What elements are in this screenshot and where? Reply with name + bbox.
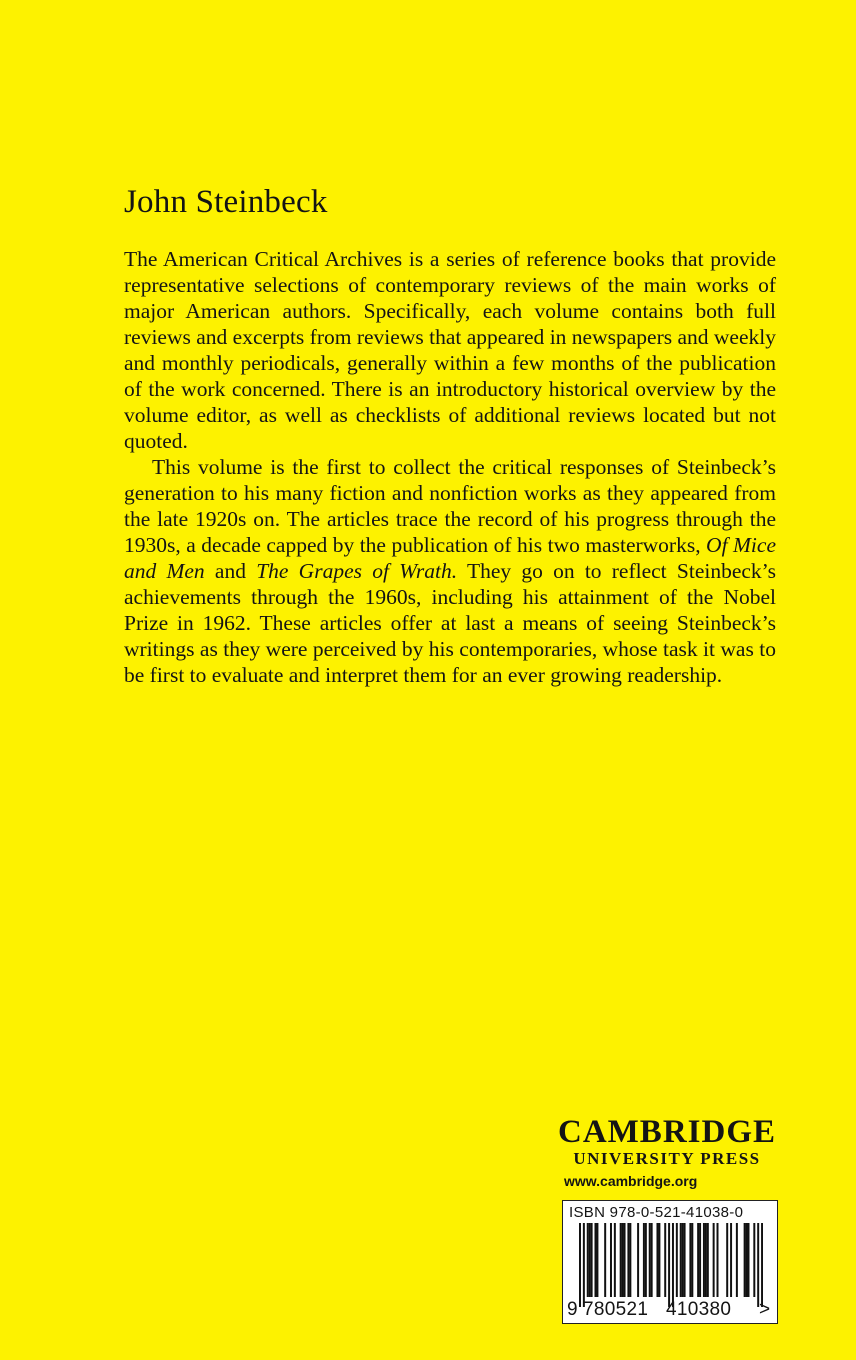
barcode-bar [637, 1223, 639, 1297]
barcode-bar [705, 1223, 707, 1297]
barcode-bar [753, 1223, 755, 1297]
barcode-bar [620, 1223, 622, 1297]
barcode-bar [624, 1223, 626, 1297]
barcode-right-group: 410380 [666, 1299, 732, 1320]
book-title: John Steinbeck [124, 184, 328, 220]
barcode-bar [676, 1223, 678, 1297]
barcode-guard-bar [668, 1223, 670, 1307]
barcode-quiet-zone-arrow: > [759, 1299, 771, 1320]
barcode-bar [622, 1223, 624, 1297]
barcode-bar [649, 1223, 651, 1297]
barcode-bar [604, 1223, 606, 1297]
barcode-bar [643, 1223, 645, 1297]
barcode-bar [748, 1223, 750, 1297]
barcode-bar [591, 1223, 593, 1297]
isbn-label: ISBN 978-0-521-41038-0 [569, 1204, 744, 1221]
barcode-bar [717, 1223, 719, 1297]
barcode-first-digit: 9 [567, 1299, 578, 1320]
barcode-bar [713, 1223, 715, 1297]
barcode-bar [689, 1223, 691, 1297]
barcode-bar [645, 1223, 647, 1297]
barcode-bar [744, 1223, 746, 1297]
barcode-bar [730, 1223, 732, 1297]
barcode-bars [579, 1223, 763, 1307]
barcode-guard-bar [579, 1223, 581, 1307]
barcode-bar [691, 1223, 693, 1297]
barcode-bar [680, 1223, 682, 1297]
barcode-guard-bar [583, 1223, 585, 1307]
barcode-bar [614, 1223, 616, 1297]
barcode-bar [697, 1223, 699, 1297]
isbn-barcode [562, 1200, 778, 1324]
barcode-bar [736, 1223, 738, 1297]
barcode-bar [746, 1223, 748, 1297]
description-paragraph-1: The American Critical Archives is a series of reference books that provide representative selections of contemporary reviews of the main works of major American authors. Specifically, each volume contains both full reviews and excerpts from reviews that appeared in newspapers and weekly and monthly periodicals, generally within a few months of the publication of the work concerned. There is an introductory historical overview by the volume editor, as well as checklists of additional reviews located but not quoted. [124, 247, 776, 453]
barcode-bar [596, 1223, 598, 1297]
publisher-url: www.cambridge.org [564, 1173, 698, 1189]
barcode-guard-bar [672, 1223, 674, 1307]
paragraph-2-part-1: This volume is the first to collect the critical responses of Steinbeck’s generation to his many fiction and nonfiction works as they appeared from the late 1920s on. The articles trace the record of his progress through the 1930s, a decade capped by the publication of his two masterworks, [124, 455, 776, 557]
barcode-bar [627, 1223, 629, 1297]
barcode-bar [658, 1223, 660, 1297]
back-cover-text [124, 182, 776, 688]
barcode-bar [726, 1223, 728, 1297]
publisher-press: UNIVERSITY PRESS [573, 1149, 761, 1168]
barcode-bar [610, 1223, 612, 1297]
publisher-imprint [558, 1115, 776, 1191]
work-title-grapes-of-wrath: The Grapes of Wrath. [256, 559, 458, 583]
barcode-bar [651, 1223, 653, 1297]
paragraph-2-and: and [204, 559, 257, 583]
paragraph-2-part-2: They go on to reflect Steinbeck’s achievements through the 1960s, including his attainment of the Nobel Prize in 1962. These articles offer at last a means of seeing Steinbeck’s writings as they were perceived by his contemporaries, whose task it was to be first to evaluate and interpret them for an ever growing readership. [124, 559, 777, 687]
barcode-bar [682, 1223, 684, 1297]
barcode-bar [664, 1223, 666, 1297]
description-paragraph-2 [124, 454, 776, 688]
barcode-guard-bar [761, 1223, 763, 1307]
barcode-bar [699, 1223, 701, 1297]
barcode-bar [684, 1223, 686, 1297]
barcode-bar [703, 1223, 705, 1297]
barcode-bar [629, 1223, 631, 1297]
barcode-bar [707, 1223, 709, 1297]
barcode-guard-bar [757, 1223, 759, 1307]
barcode-bar [656, 1223, 658, 1297]
barcode-left-group: 780521 [583, 1299, 649, 1320]
barcode-bar [594, 1223, 596, 1297]
barcode-bar [587, 1223, 589, 1297]
publisher-name: CAMBRIDGE [558, 1114, 777, 1150]
work-title-of-mice-and-men: Of Mice and Men [124, 533, 776, 583]
barcode-bar [589, 1223, 591, 1297]
